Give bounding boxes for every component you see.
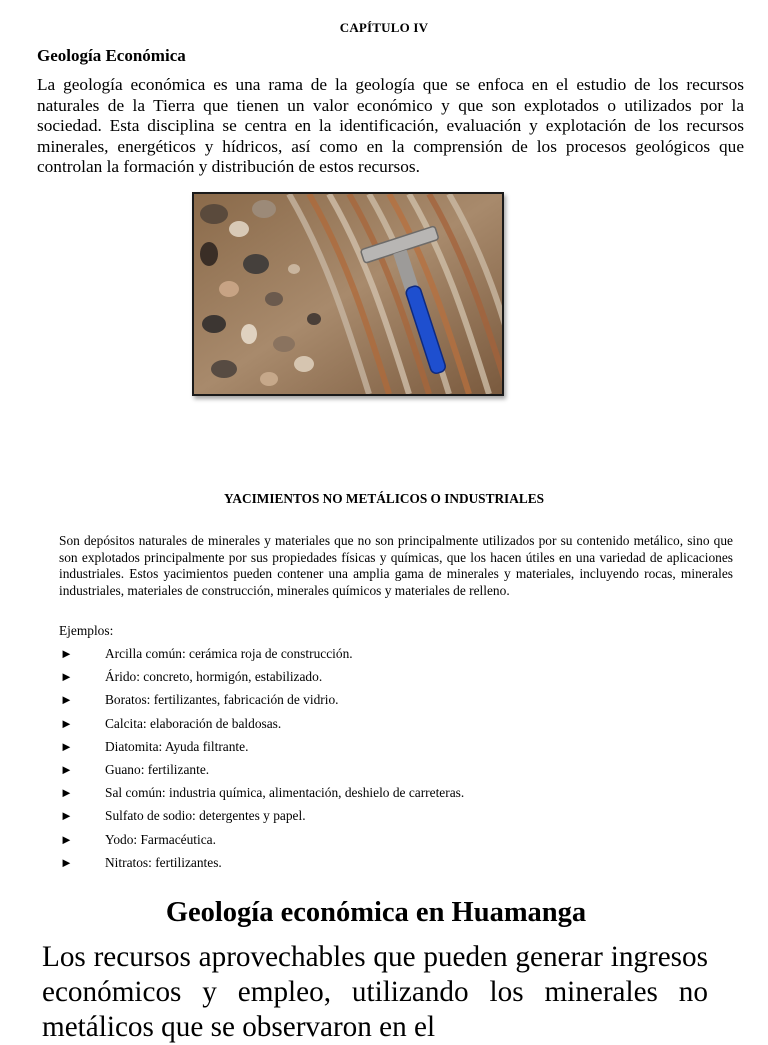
list-item [59, 762, 739, 785]
bullet-arrow-icon: ► [60, 854, 73, 868]
list-item [59, 716, 739, 739]
example-text: Árido: concreto, hormigón, estabilizado. [105, 669, 323, 685]
section-title: Geología Económica [37, 46, 186, 65]
non-metallic-heading: YACIMIENTOS NO METÁLICOS O INDUSTRIALES [224, 491, 544, 506]
intro-paragraph: La geología económica es una rama de la geología que se enfoca en el estudio de los recursos naturales de la Tierra que tienen un valor económico y que son explotados o utilizados por la sociedad. Esta disciplina se centra en la identificación, evaluación y explotación de los recursos minerales, energéticos y hídricos, así como en la comprensión de los procesos geológicos que controlan la formación y distribución de estos recursos. [37, 75, 744, 177]
list-item [59, 692, 739, 715]
example-text: Sal común: industria química, alimentación, deshielo de carreteras. [105, 785, 465, 801]
chapter-heading: CAPÍTULO IV [339, 20, 429, 35]
bullet-arrow-icon: ► [60, 785, 73, 801]
non-metallic-description: Son depósitos naturales de minerales y materiales que no son principalmente utilizados por su contenido metálico, sino que son explotados principalmente por sus propiedades físicas y químicas, que los hacen útiles en una variedad de aplicaciones industriales. Estos yacimientos pueden contener una amplia gama de minerales y materiales, incluyendo rocas, minerales industriales, materiales de construcción, minerales químicos y materiales de relleno. [59, 533, 733, 598]
bullet-arrow-icon: ► [60, 669, 73, 685]
list-item [59, 832, 739, 855]
list-item [59, 855, 739, 868]
example-text: Arcilla común: cerámica roja de construcción. [105, 646, 353, 661]
rock-hammer-photo [192, 192, 504, 396]
list-item [59, 669, 739, 692]
bullet-arrow-icon: ► [60, 808, 73, 824]
bullet-arrow-icon: ► [60, 646, 73, 661]
bullet-arrow-icon: ► [60, 831, 73, 847]
bullet-arrow-icon: ► [60, 715, 73, 731]
bullet-arrow-icon: ► [60, 738, 73, 754]
example-text: Diatomita: Ayuda filtrante. [105, 738, 249, 754]
list-item [59, 808, 739, 831]
huamanga-paragraph: Los recursos aprovechables que pueden generar ingresos económicos y empleo, utilizando los minerales no metálicos que se observaron en el [42, 941, 708, 1043]
huamanga-title: Geología económica en Huamanga [165, 897, 587, 928]
example-text: Sulfato de sodio: detergentes y papel. [105, 808, 306, 824]
example-text: Calcita: elaboración de baldosas. [105, 715, 282, 731]
example-text: Boratos: fertilizantes, fabricación de vidrio. [105, 692, 339, 708]
list-item [59, 739, 739, 762]
examples-label: Ejemplos: [59, 623, 114, 638]
list-item [59, 785, 739, 808]
example-text: Nitratos: fertilizantes. [105, 854, 222, 868]
example-text: Yodo: Farmacéutica. [105, 831, 216, 847]
list-item [59, 646, 739, 669]
example-text: Guano: fertilizante. [105, 761, 210, 777]
bullet-arrow-icon: ► [60, 692, 73, 708]
bullet-arrow-icon: ► [60, 761, 73, 777]
examples-list [59, 646, 739, 868]
